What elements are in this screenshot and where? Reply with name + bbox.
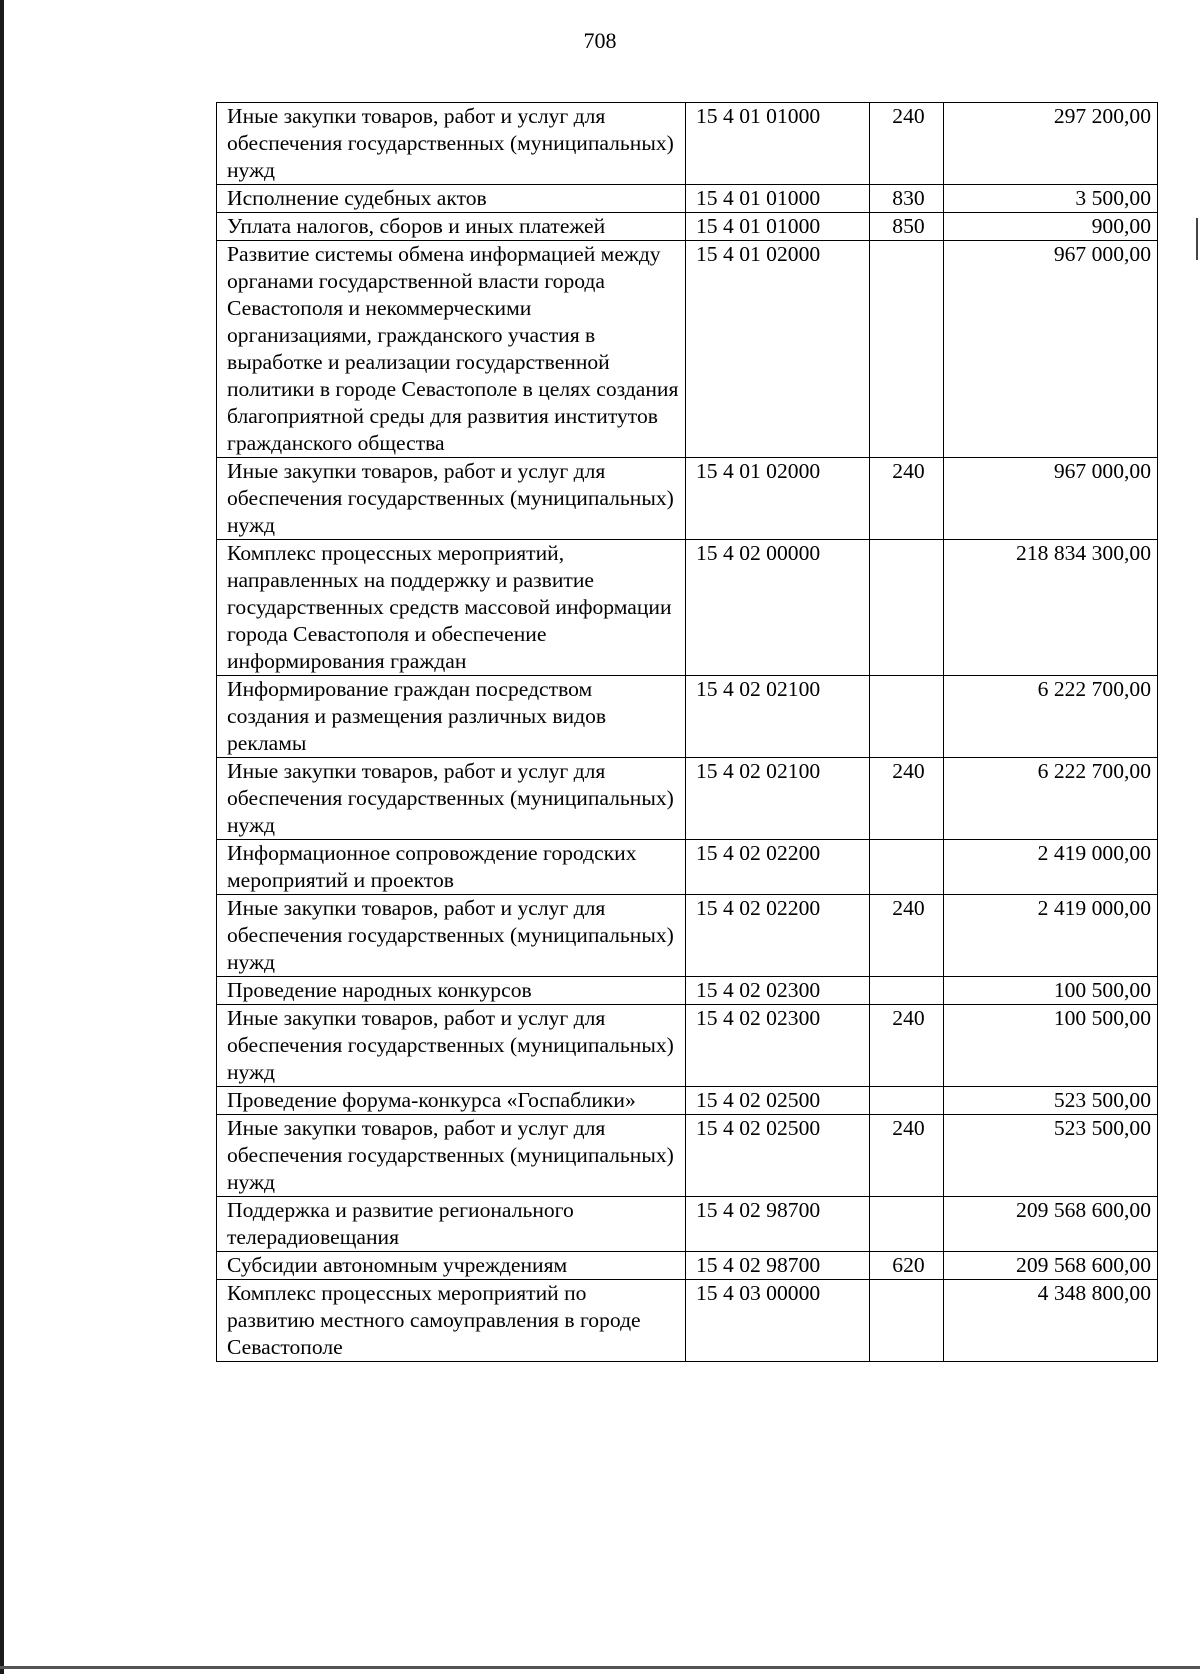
row-expense-type: 240 bbox=[870, 895, 944, 977]
row-target-code: 15 4 01 01000 bbox=[686, 103, 870, 185]
table-row bbox=[217, 1005, 1158, 1087]
row-name: Информирование граждан посредством создания и размещения различных видов рекламы bbox=[217, 676, 686, 758]
row-target-code: 15 4 02 02500 bbox=[686, 1087, 870, 1115]
row-target-code: 15 4 01 02000 bbox=[686, 458, 870, 540]
table-row bbox=[217, 840, 1158, 895]
table-row bbox=[217, 1115, 1158, 1197]
table-row bbox=[217, 1252, 1158, 1280]
row-name: Проведение народных конкурсов bbox=[217, 977, 686, 1005]
row-expense-type: 240 bbox=[870, 458, 944, 540]
row-target-code: 15 4 01 01000 bbox=[686, 185, 870, 213]
table-row bbox=[217, 676, 1158, 758]
row-amount: 100 500,00 bbox=[944, 1005, 1158, 1087]
row-name: Субсидии автономным учреждениям bbox=[217, 1252, 686, 1280]
row-target-code: 15 4 02 02200 bbox=[686, 840, 870, 895]
row-target-code: 15 4 02 02300 bbox=[686, 1005, 870, 1087]
row-name: Развитие системы обмена информацией между органами государственной власти города Севастополя и некоммерческими организациями, гражданского участия в выработке и реализации государственной политики в городе Севастополе в целях создания благоприятной среды для развития институтов гражданского общества bbox=[217, 241, 686, 458]
row-amount: 297 200,00 bbox=[944, 103, 1158, 185]
row-expense-type bbox=[870, 977, 944, 1005]
row-name: Информационное сопровождение городских мероприятий и проектов bbox=[217, 840, 686, 895]
table-row bbox=[217, 1197, 1158, 1252]
row-name: Исполнение судебных актов bbox=[217, 185, 686, 213]
table-row bbox=[217, 977, 1158, 1005]
table-row bbox=[217, 540, 1158, 676]
row-amount: 900,00 bbox=[944, 213, 1158, 241]
row-name: Комплекс процессных мероприятий по развитию местного самоуправления в городе Севастополе bbox=[217, 1280, 686, 1362]
row-expense-type bbox=[870, 540, 944, 676]
row-target-code: 15 4 01 01000 bbox=[686, 213, 870, 241]
row-expense-type bbox=[870, 1087, 944, 1115]
row-name: Иные закупки товаров, работ и услуг для обеспечения государственных (муниципальных) нужд bbox=[217, 103, 686, 185]
scan-edge-bottom bbox=[0, 1666, 1200, 1669]
table-row bbox=[217, 895, 1158, 977]
row-expense-type: 620 bbox=[870, 1252, 944, 1280]
row-target-code: 15 4 02 02300 bbox=[686, 977, 870, 1005]
row-name: Иные закупки товаров, работ и услуг для обеспечения государственных (муниципальных) нужд bbox=[217, 1005, 686, 1087]
row-target-code: 15 4 02 02500 bbox=[686, 1115, 870, 1197]
row-amount: 6 222 700,00 bbox=[944, 676, 1158, 758]
row-amount: 2 419 000,00 bbox=[944, 840, 1158, 895]
row-amount: 2 419 000,00 bbox=[944, 895, 1158, 977]
budget-table bbox=[216, 102, 1158, 1362]
row-expense-type bbox=[870, 1197, 944, 1252]
table-row bbox=[217, 758, 1158, 840]
row-name: Иные закупки товаров, работ и услуг для обеспечения государственных (муниципальных) нужд bbox=[217, 758, 686, 840]
row-target-code: 15 4 02 02200 bbox=[686, 895, 870, 977]
row-expense-type bbox=[870, 676, 944, 758]
row-name: Уплата налогов, сборов и иных платежей bbox=[217, 213, 686, 241]
row-name: Иные закупки товаров, работ и услуг для обеспечения государственных (муниципальных) нужд bbox=[217, 458, 686, 540]
scan-edge-left bbox=[0, 0, 4, 1674]
row-amount: 6 222 700,00 bbox=[944, 758, 1158, 840]
row-expense-type bbox=[870, 840, 944, 895]
row-amount: 523 500,00 bbox=[944, 1087, 1158, 1115]
row-amount: 4 348 800,00 bbox=[944, 1280, 1158, 1362]
row-expense-type bbox=[870, 1280, 944, 1362]
row-expense-type bbox=[870, 241, 944, 458]
row-target-code: 15 4 02 98700 bbox=[686, 1197, 870, 1252]
table-row bbox=[217, 213, 1158, 241]
table-row bbox=[217, 458, 1158, 540]
row-target-code: 15 4 02 98700 bbox=[686, 1252, 870, 1280]
row-amount: 209 568 600,00 bbox=[944, 1197, 1158, 1252]
scan-mark-right bbox=[1196, 218, 1198, 260]
row-amount: 523 500,00 bbox=[944, 1115, 1158, 1197]
row-amount: 209 568 600,00 bbox=[944, 1252, 1158, 1280]
row-expense-type: 830 bbox=[870, 185, 944, 213]
page-number: 708 bbox=[583, 28, 617, 53]
row-target-code: 15 4 02 02100 bbox=[686, 676, 870, 758]
row-expense-type: 240 bbox=[870, 758, 944, 840]
row-target-code: 15 4 02 00000 bbox=[686, 540, 870, 676]
row-expense-type: 240 bbox=[870, 103, 944, 185]
row-amount: 967 000,00 bbox=[944, 241, 1158, 458]
table-row bbox=[217, 185, 1158, 213]
row-name: Проведение форума-конкурса «Госпаблики» bbox=[217, 1087, 686, 1115]
row-name: Поддержка и развитие регионального телерадиовещания bbox=[217, 1197, 686, 1252]
row-amount: 3 500,00 bbox=[944, 185, 1158, 213]
row-expense-type: 240 bbox=[870, 1115, 944, 1197]
table-row bbox=[217, 241, 1158, 458]
row-amount: 967 000,00 bbox=[944, 458, 1158, 540]
row-target-code: 15 4 01 02000 bbox=[686, 241, 870, 458]
row-name: Комплекс процессных мероприятий, направленных на поддержку и развитие государственных средств массовой информации города Севастополя и обеспечение информирования граждан bbox=[217, 540, 686, 676]
table-row bbox=[217, 1280, 1158, 1362]
row-target-code: 15 4 03 00000 bbox=[686, 1280, 870, 1362]
row-amount: 100 500,00 bbox=[944, 977, 1158, 1005]
row-name: Иные закупки товаров, работ и услуг для обеспечения государственных (муниципальных) нужд bbox=[217, 895, 686, 977]
row-name: Иные закупки товаров, работ и услуг для обеспечения государственных (муниципальных) нужд bbox=[217, 1115, 686, 1197]
row-expense-type: 850 bbox=[870, 213, 944, 241]
table-row bbox=[217, 1087, 1158, 1115]
table-row bbox=[217, 103, 1158, 185]
row-amount: 218 834 300,00 bbox=[944, 540, 1158, 676]
row-target-code: 15 4 02 02100 bbox=[686, 758, 870, 840]
row-expense-type: 240 bbox=[870, 1005, 944, 1087]
